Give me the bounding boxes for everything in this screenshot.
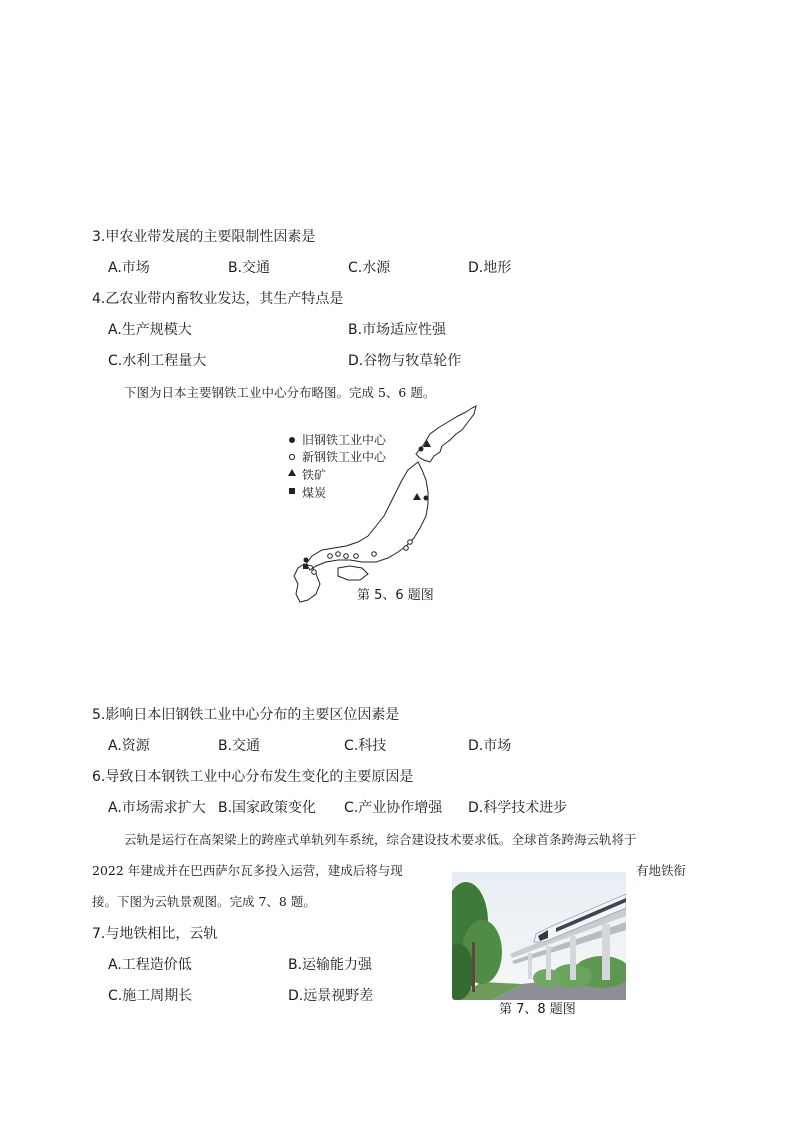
q7-option-c[interactable]: C.施工周期长 xyxy=(108,988,193,1004)
q5-stem: 5.影响日本旧钢铁工业中心分布的主要区位因素是 xyxy=(92,707,400,723)
japan-steel-map xyxy=(280,400,500,610)
legend-coal-label: 煤炭 xyxy=(302,486,327,500)
legend-old-center-icon xyxy=(289,437,295,443)
legend-coal-icon xyxy=(289,488,295,494)
intro-q7-q8-line1: 云轨是运行在高架梁上的跨座式单轨列车系统，综合建设技术要求低。全球首条跨海云轨将于 xyxy=(124,832,637,847)
new-center-marker xyxy=(372,552,377,557)
q3-option-a[interactable]: A.市场 xyxy=(108,260,150,276)
q4-option-b[interactable]: B.市场适应性强 xyxy=(348,322,447,338)
q5-option-d[interactable]: D.市场 xyxy=(468,738,512,754)
q4-option-c[interactable]: C.水利工程量大 xyxy=(108,353,207,369)
q5-option-b[interactable]: B.交通 xyxy=(218,738,261,754)
q6-option-d[interactable]: D.科学技术进步 xyxy=(468,800,568,816)
intro-q7-q8-line3: 接。下图为云轨景观图。完成 7、8 题。 xyxy=(92,894,316,909)
legend-iron-ore-label: 铁矿 xyxy=(302,468,327,482)
new-center-marker xyxy=(408,540,413,545)
iron-ore-marker xyxy=(413,493,421,500)
q4-option-a[interactable]: A.生产规模大 xyxy=(108,322,192,338)
old-center-marker xyxy=(419,447,424,452)
coal-marker xyxy=(303,564,308,569)
map-caption: 第 5、6 题图 xyxy=(357,588,434,603)
q6-option-b[interactable]: B.国家政策变化 xyxy=(218,800,317,816)
q3-option-c[interactable]: C.水源 xyxy=(348,260,391,276)
new-center-marker xyxy=(312,570,317,575)
q6-stem: 6.导致日本钢铁工业中心分布发生变化的主要原因是 xyxy=(92,769,414,785)
q7-option-a[interactable]: A.工程造价低 xyxy=(108,957,192,973)
intro-q7-q8-line2b: 有地铁衔 xyxy=(636,863,687,878)
q7-option-b[interactable]: B.运输能力强 xyxy=(288,957,373,973)
intro-q7-q8-line2a: 2022 年建成并在巴西萨尔瓦多投入运营，建成后将与现 xyxy=(92,863,403,878)
q6-option-a[interactable]: A.市场需求扩大 xyxy=(108,800,206,816)
q7-stem: 7.与地铁相比，云轨 xyxy=(92,926,218,942)
q3-option-d[interactable]: D.地形 xyxy=(468,260,512,276)
q4-stem: 4.乙农业带内畜牧业发达，其生产特点是 xyxy=(92,291,344,307)
intro-q5-q6: 下图为日本主要钢铁工业中心分布略图。完成 5、6 题。 xyxy=(124,385,436,400)
legend-old-center-label: 旧钢铁工业中心 xyxy=(302,433,387,447)
new-center-marker xyxy=(344,554,349,559)
old-center-marker xyxy=(424,496,429,501)
old-center-marker xyxy=(304,558,309,563)
monorail-photo xyxy=(452,872,626,1000)
photo-caption: 第 7、8 题图 xyxy=(499,1002,576,1017)
q6-option-c[interactable]: C.产业协作增强 xyxy=(344,800,443,816)
q3-stem: 3.甲农业带发展的主要限制性因素是 xyxy=(92,229,316,245)
q5-option-c[interactable]: C.科技 xyxy=(344,738,387,754)
q3-option-b[interactable]: B.交通 xyxy=(228,260,271,276)
q4-option-d[interactable]: D.谷物与牧草轮作 xyxy=(348,353,462,369)
new-center-marker xyxy=(354,554,359,559)
legend-new-center-icon xyxy=(289,454,294,459)
legend-new-center-label: 新钢铁工业中心 xyxy=(302,450,387,464)
q5-option-a[interactable]: A.资源 xyxy=(108,738,150,754)
legend-iron-ore-icon xyxy=(288,469,296,476)
q7-option-d[interactable]: D.远景视野差 xyxy=(288,988,374,1004)
new-center-marker xyxy=(404,546,409,551)
new-center-marker xyxy=(328,554,333,559)
new-center-marker xyxy=(336,552,341,557)
